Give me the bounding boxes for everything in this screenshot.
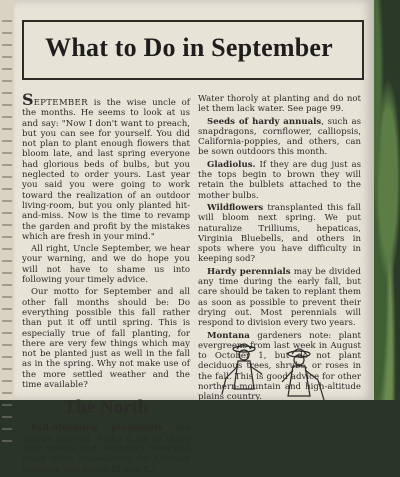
paragraph-3: Our motto for September and all other fall months should be: Do everything possible this fall rather than put it off until spring. This is especially true of fall planting, for there are very few things which may not be planted just as well in the fall as in the spring. Why not make use of the more settled weather and the time available? [22,287,190,391]
gladiolus-paragraph [198,160,361,201]
seeds-heading: Seeds of hardy annuals [207,116,322,127]
hardy-perennials-heading: Hardy perennials [207,266,291,277]
previous-page-edge [0,0,15,400]
seeds-text: , such as snapdragons, cornflower, calliopsis, California-poppies, and others, can be sown outdoors this month. [198,116,361,158]
wildflowers-paragraph [198,203,361,265]
wildflowers-heading: Wildflowers [207,202,264,213]
montana-heading: Montana [207,330,250,341]
fall-perennials-text: are always enjoyed. Make a list of those your friends and neighbors have and order them immediately for October planting. See pages 81 and 82. [22,423,190,475]
water-paragraph: Water thoroly at planting and do not let them lack water. See page 99. [198,94,361,115]
intro-text: is the wise uncle of the months. He seems to look at us and say: "Now I don't want to preach, but you can see for yourself. You did not plan to plant enough flowers that bloom late, and last spring everyone had glorious beds of bulbs, but you neglected to order yours. Last year you said you were going to work toward the realization of an outdoor living-room, but you only planted hit-and-miss. Now is the time to revamp the garden and profit by the mistakes which are fresh in your mind." [22,98,190,242]
paragraph-2: All right, Uncle September, we hear your warning, and we do hope you will not have to shame us into following your timely advice. [22,244,190,286]
drop-cap: S [22,90,34,109]
left-column [22,90,190,477]
fall-perennials-heading: Fall-blooming perennials [31,423,163,434]
hardy-perennials-text: may be divided any time during the early fall, but care should be taken to replant them as soon as possible to prevent their drying out. Most perennials will respond to division every two years. [198,266,361,329]
gladiolus-heading: Gladiolus. [207,159,256,170]
gardeners-illustration-icon [204,334,354,404]
section-heading-north: The North [63,397,149,419]
intro-paragraph [22,90,190,242]
hardy-perennials-paragraph [198,267,361,329]
intro-smallcaps: EPTEMBER [33,98,88,108]
magazine-page [14,0,374,475]
wildflowers-text: transplanted this fall will bloom next spring. We put naturalize Trilliums, hepaticas, Virginia Bluebells, and others in spots where you have difficulty in keeping sod? [198,202,361,265]
fall-perennials-paragraph [22,423,190,474]
seeds-paragraph [198,117,361,158]
montana-text: gardeners note: plant evergreens from last week in August to October 1, but do not plant deciduous trees, shrubs, or roses in the fall. This is good advice for other northern-mountain and high-altitude plains country. [198,330,361,403]
previous-page-text-fragments [2,20,12,452]
page-title: What to Do in September [45,33,333,62]
gladiolus-text: If they are dug just as the tops begin to brown they will retain the bulblets attached to the mother bulbs. [198,159,361,201]
